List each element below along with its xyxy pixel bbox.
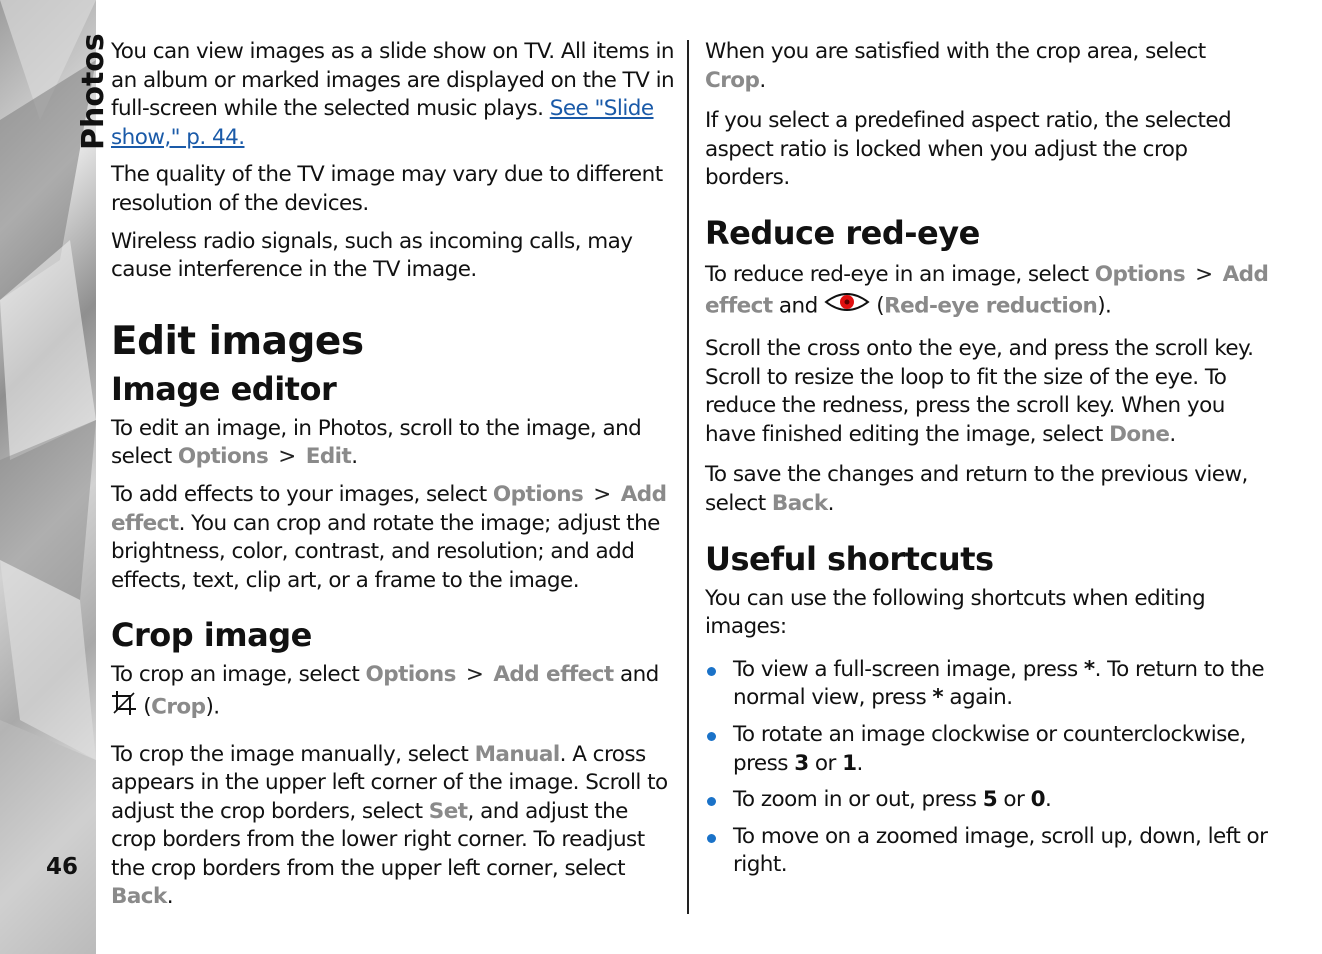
reduce-red-eye-heading: Reduce red-eye	[705, 213, 980, 252]
useful-shortcuts-heading: Useful shortcuts	[705, 539, 994, 578]
left-column	[111, 38, 676, 921]
back-command: Back	[771, 490, 828, 516]
section-title: Photos	[76, 33, 111, 150]
column-divider	[687, 40, 689, 914]
crop-command: Crop	[705, 67, 760, 93]
edit-image-paragraph: To edit an image, in Photos, scroll to the image, and select Options > Edit.	[111, 415, 642, 470]
slide-show-link[interactable]: See "Slide show," p. 44.	[111, 96, 654, 150]
bullet-icon	[707, 834, 716, 843]
aspect-ratio-paragraph: If you select a predefined aspect ratio, the selected aspect ratio is locked when you adjust the crop borders.	[705, 108, 1232, 191]
tv-quality-paragraph: The quality of the TV image may vary due to different resolution of the devices.	[111, 162, 663, 216]
options-command: Options	[177, 444, 269, 470]
crop-icon	[111, 690, 137, 725]
manual-crop-paragraph: To crop the image manually, select Manual. A cross appears in the upper left corner of the image. Scroll to adjust the crop borders, select Set, and adjust the crop borders from the lower right corner. To readjust the crop borders from the upper left corner, select Back.	[111, 741, 668, 910]
tv-slideshow-paragraph: You can view images as a slide show on TV. All items in an album or marked images are displayed on the TV in full-screen while the selected music plays. See "Slide show," p. 44.	[111, 39, 675, 150]
list-item: To zoom in or out, press 5 or 0.	[705, 786, 1270, 815]
options-command: Options	[365, 662, 456, 688]
crop-image-paragraph: To crop an image, select Options > Add effect and (Crop).	[111, 661, 676, 724]
list-item: To move on a zoomed image, scroll up, down, left or right.	[705, 823, 1270, 880]
add-effects-paragraph: To add effects to your images, select Options > Add effect. You can crop and rotate the image; adjust the brightness, color, contrast, and resolution; and add effects, text, clip art, or a frame to the image.	[111, 481, 667, 593]
add-effect-command: Add effect	[111, 481, 667, 536]
page-number: 46	[46, 854, 79, 880]
sidebar-decoration	[0, 0, 111, 954]
list-item: To rotate an image clockwise or counterclockwise, press 3 or 1.	[705, 721, 1270, 778]
options-command: Options	[1094, 261, 1186, 287]
save-changes-paragraph: To save the changes and return to the previous view, select Back.	[705, 462, 1248, 516]
manual-command: Manual	[474, 741, 560, 767]
crop-command: Crop	[151, 694, 206, 720]
set-command: Set	[428, 798, 468, 824]
back-command: Back	[111, 884, 167, 910]
right-column	[705, 38, 1270, 888]
tv-interference-paragraph: Wireless radio signals, such as incoming calls, may cause interference in the TV image.	[111, 228, 633, 283]
bullet-icon	[707, 732, 716, 741]
edit-command: Edit	[305, 444, 352, 470]
scroll-cross-paragraph: Scroll the cross onto the eye, and press the scroll key. Scroll to resize the loop to fit the size of the eye. To reduce the redness, press the scroll key. When you have finished editing the image, select Done.	[705, 335, 1254, 447]
edit-images-heading: Edit images	[111, 318, 364, 364]
list-item: To view a full-screen image, press *. To return to the normal view, press * again.	[705, 656, 1270, 713]
add-effect-command: Add effect	[705, 261, 1269, 319]
red-eye-paragraph: To reduce red-eye in an image, select Options > Add effect and (Red-eye reduction).	[705, 259, 1270, 323]
add-effect-command: Add effect	[493, 662, 614, 688]
bullet-icon	[707, 667, 716, 676]
crop-confirm-paragraph: When you are satisfied with the crop area, select Crop.	[705, 39, 1206, 93]
red-eye-reduction-command: Red-eye reduction	[884, 293, 1098, 319]
image-editor-heading: Image editor	[111, 369, 337, 408]
options-command: Options	[492, 481, 584, 507]
crop-image-heading: Crop image	[111, 616, 312, 655]
done-command: Done	[1109, 421, 1170, 447]
red-eye-icon	[824, 290, 870, 323]
shortcuts-intro-paragraph: You can use the following shortcuts when editing images:	[705, 585, 1206, 640]
bullet-icon	[707, 797, 716, 806]
shortcuts-list	[705, 656, 1270, 880]
